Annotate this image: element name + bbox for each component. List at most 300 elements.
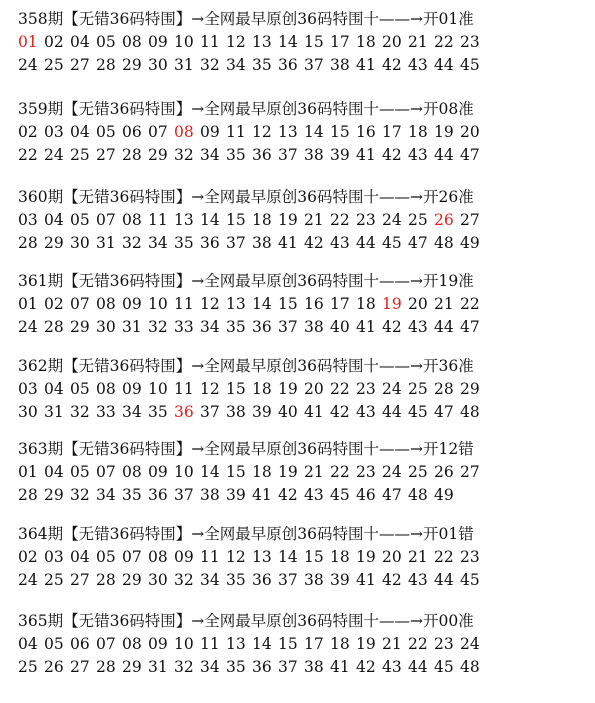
winning-number: 36 — [174, 403, 194, 421]
number-cell: 41 — [356, 56, 376, 74]
number-cell: 21 — [408, 33, 428, 51]
number-cell: 35 — [226, 318, 246, 336]
number-cell: 29 — [122, 571, 142, 589]
number-cell: 37 — [278, 318, 298, 336]
number-cell: 39 — [226, 486, 246, 504]
number-cell: 02 — [18, 123, 38, 141]
number-cell: 49 — [460, 234, 480, 252]
number-cell: 16 — [356, 123, 376, 141]
number-cell: 44 — [356, 234, 376, 252]
number-cell: 37 — [226, 234, 246, 252]
number-cell: 14 — [278, 33, 298, 51]
number-cell: 37 — [278, 658, 298, 676]
number-cell: 04 — [44, 211, 64, 229]
number-cell: 17 — [330, 33, 350, 51]
number-cell: 15 — [304, 33, 324, 51]
number-cell: 22 — [434, 33, 454, 51]
number-cell: 42 — [382, 146, 402, 164]
number-cell: 14 — [252, 295, 272, 313]
number-cell: 42 — [304, 234, 324, 252]
number-cell: 45 — [330, 486, 350, 504]
number-cell: 07 — [96, 635, 116, 653]
number-cell: 36 — [278, 56, 298, 74]
number-cell: 19 — [278, 463, 298, 481]
number-cell: 45 — [460, 56, 480, 74]
number-cell: 12 — [226, 548, 246, 566]
number-cell: 09 — [122, 380, 142, 398]
number-row — [18, 232, 486, 254]
number-cell: 15 — [226, 380, 246, 398]
number-row — [18, 316, 486, 338]
number-cell: 25 — [18, 658, 38, 676]
number-cell: 12 — [252, 123, 272, 141]
number-cell: 08 — [96, 380, 116, 398]
number-cell: 32 — [122, 234, 142, 252]
number-cell: 31 — [44, 403, 64, 421]
number-cell: 37 — [174, 486, 194, 504]
number-cell: 24 — [382, 380, 402, 398]
number-cell: 09 — [148, 635, 168, 653]
number-cell: 07 — [96, 463, 116, 481]
number-cell: 15 — [304, 548, 324, 566]
number-cell: 19 — [278, 211, 298, 229]
number-cell: 39 — [330, 571, 350, 589]
number-cell: 25 — [44, 571, 64, 589]
number-cell: 01 — [18, 463, 38, 481]
number-cell: 11 — [200, 33, 220, 51]
number-cell: 45 — [434, 658, 454, 676]
number-cell: 37 — [278, 146, 298, 164]
number-cell: 13 — [226, 635, 246, 653]
number-cell: 44 — [434, 318, 454, 336]
number-cell: 41 — [356, 318, 376, 336]
number-cell: 12 — [200, 380, 220, 398]
number-cell: 44 — [382, 403, 402, 421]
number-cell: 14 — [200, 463, 220, 481]
number-row — [18, 293, 486, 315]
number-row — [18, 633, 486, 655]
number-cell: 15 — [226, 211, 246, 229]
number-cell: 30 — [18, 403, 38, 421]
number-row — [18, 209, 486, 231]
number-cell: 28 — [18, 234, 38, 252]
number-cell: 09 — [174, 548, 194, 566]
number-cell: 25 — [44, 56, 64, 74]
number-cell: 45 — [460, 571, 480, 589]
number-cell: 08 — [148, 548, 168, 566]
number-cell: 33 — [174, 318, 194, 336]
number-cell: 07 — [122, 548, 142, 566]
number-cell: 21 — [304, 463, 324, 481]
number-cell: 26 — [44, 658, 64, 676]
number-cell: 29 — [44, 234, 64, 252]
number-cell: 48 — [460, 658, 480, 676]
number-row — [18, 401, 486, 423]
number-cell: 40 — [330, 318, 350, 336]
number-cell: 24 — [18, 318, 38, 336]
number-cell: 32 — [174, 658, 194, 676]
number-cell: 05 — [96, 123, 116, 141]
number-cell: 38 — [304, 318, 324, 336]
number-cell: 34 — [96, 486, 116, 504]
winning-number: 19 — [382, 295, 402, 313]
number-cell: 18 — [252, 380, 272, 398]
number-cell: 04 — [70, 33, 90, 51]
number-cell: 41 — [356, 571, 376, 589]
number-cell: 43 — [408, 318, 428, 336]
number-cell: 22 — [330, 211, 350, 229]
number-cell: 18 — [356, 295, 376, 313]
number-cell: 25 — [408, 380, 428, 398]
number-row — [18, 461, 486, 483]
number-cell: 07 — [148, 123, 168, 141]
number-cell: 08 — [122, 463, 142, 481]
number-cell: 02 — [18, 548, 38, 566]
number-cell: 18 — [330, 548, 350, 566]
number-cell: 41 — [330, 658, 350, 676]
issue-header: 358期【无错36码特围】→全网最早原创36码特围十——→开01准 — [18, 10, 474, 28]
number-cell: 05 — [96, 33, 116, 51]
number-cell: 07 — [70, 295, 90, 313]
number-cell: 29 — [70, 318, 90, 336]
number-cell: 28 — [96, 56, 116, 74]
number-cell: 47 — [408, 234, 428, 252]
number-cell: 04 — [44, 380, 64, 398]
number-cell: 11 — [174, 380, 194, 398]
number-cell: 13 — [226, 295, 246, 313]
number-row — [18, 378, 486, 400]
number-cell: 03 — [18, 211, 38, 229]
number-cell: 19 — [434, 123, 454, 141]
number-cell: 10 — [148, 295, 168, 313]
number-cell: 38 — [226, 403, 246, 421]
number-cell: 30 — [96, 318, 116, 336]
number-cell: 01 — [18, 295, 38, 313]
number-cell: 37 — [304, 56, 324, 74]
issue-header: 362期【无错36码特围】→全网最早原创36码特围十——→开36准 — [18, 357, 474, 375]
number-cell: 17 — [304, 635, 324, 653]
number-cell: 05 — [70, 463, 90, 481]
number-cell: 22 — [330, 463, 350, 481]
number-cell: 47 — [382, 486, 402, 504]
number-cell: 36 — [252, 318, 272, 336]
number-cell: 20 — [382, 548, 402, 566]
number-cell: 27 — [70, 56, 90, 74]
number-cell: 04 — [70, 548, 90, 566]
number-cell: 03 — [44, 548, 64, 566]
number-cell: 32 — [70, 403, 90, 421]
number-cell: 19 — [356, 548, 376, 566]
number-cell: 23 — [356, 211, 376, 229]
number-cell: 03 — [44, 123, 64, 141]
issue-header: 359期【无错36码特围】→全网最早原创36码特围十——→开08准 — [18, 100, 474, 118]
number-cell: 38 — [200, 486, 220, 504]
number-cell: 44 — [434, 146, 454, 164]
number-cell: 31 — [96, 234, 116, 252]
number-cell: 03 — [18, 380, 38, 398]
number-cell: 08 — [122, 33, 142, 51]
number-cell: 27 — [70, 571, 90, 589]
number-cell: 10 — [174, 33, 194, 51]
issue-header: 360期【无错36码特围】→全网最早原创36码特围十——→开26准 — [18, 188, 474, 206]
number-cell: 24 — [18, 56, 38, 74]
issue-header: 365期【无错36码特围】→全网最早原创36码特围十——→开00准 — [18, 612, 474, 630]
number-cell: 32 — [148, 318, 168, 336]
number-cell: 48 — [408, 486, 428, 504]
number-cell: 40 — [278, 403, 298, 421]
number-cell: 20 — [304, 380, 324, 398]
number-cell: 43 — [330, 234, 350, 252]
number-cell: 14 — [278, 548, 298, 566]
number-cell: 05 — [44, 635, 64, 653]
number-cell: 43 — [408, 56, 428, 74]
number-row — [18, 546, 486, 568]
number-row — [18, 569, 486, 591]
number-cell: 39 — [330, 146, 350, 164]
number-cell: 27 — [460, 211, 480, 229]
number-cell: 43 — [356, 403, 376, 421]
number-cell: 43 — [408, 571, 428, 589]
number-cell: 34 — [200, 571, 220, 589]
number-cell: 09 — [148, 33, 168, 51]
number-cell: 36 — [148, 486, 168, 504]
number-cell: 30 — [70, 234, 90, 252]
number-row — [18, 656, 486, 678]
number-cell: 44 — [408, 658, 428, 676]
number-cell: 49 — [434, 486, 454, 504]
number-cell: 39 — [252, 403, 272, 421]
number-cell: 44 — [434, 571, 454, 589]
number-cell: 32 — [70, 486, 90, 504]
number-cell: 42 — [382, 56, 402, 74]
number-row — [18, 121, 486, 143]
number-cell: 34 — [122, 403, 142, 421]
number-cell: 05 — [70, 380, 90, 398]
number-cell: 10 — [148, 380, 168, 398]
number-cell: 42 — [278, 486, 298, 504]
number-cell: 18 — [330, 635, 350, 653]
number-cell: 12 — [200, 295, 220, 313]
number-cell: 15 — [278, 635, 298, 653]
number-cell: 08 — [122, 211, 142, 229]
number-cell: 05 — [70, 211, 90, 229]
number-row — [18, 144, 486, 166]
number-cell: 31 — [122, 318, 142, 336]
number-cell: 10 — [174, 635, 194, 653]
number-cell: 32 — [174, 146, 194, 164]
number-cell: 29 — [148, 146, 168, 164]
winning-number: 26 — [434, 211, 454, 229]
number-row — [18, 31, 486, 53]
number-cell: 32 — [200, 56, 220, 74]
number-cell: 38 — [304, 571, 324, 589]
number-cell: 20 — [382, 33, 402, 51]
number-cell: 21 — [408, 548, 428, 566]
number-cell: 20 — [460, 123, 480, 141]
number-cell: 24 — [460, 635, 480, 653]
number-cell: 38 — [330, 56, 350, 74]
number-cell: 41 — [304, 403, 324, 421]
number-cell: 31 — [174, 56, 194, 74]
number-cell: 11 — [200, 635, 220, 653]
number-cell: 46 — [356, 486, 376, 504]
number-cell: 14 — [200, 211, 220, 229]
number-cell: 42 — [356, 658, 376, 676]
number-cell: 11 — [200, 548, 220, 566]
number-cell: 45 — [408, 403, 428, 421]
number-cell: 43 — [382, 658, 402, 676]
number-cell: 17 — [330, 295, 350, 313]
number-cell: 22 — [460, 295, 480, 313]
number-cell: 30 — [148, 571, 168, 589]
number-cell: 30 — [148, 56, 168, 74]
number-row — [18, 484, 460, 506]
number-cell: 28 — [96, 571, 116, 589]
number-cell: 36 — [200, 234, 220, 252]
number-cell: 22 — [408, 635, 428, 653]
number-cell: 29 — [122, 56, 142, 74]
number-cell: 22 — [18, 146, 38, 164]
number-cell: 14 — [252, 635, 272, 653]
number-cell: 02 — [44, 295, 64, 313]
number-cell: 15 — [226, 463, 246, 481]
number-cell: 19 — [356, 635, 376, 653]
number-cell: 32 — [174, 571, 194, 589]
number-cell: 41 — [278, 234, 298, 252]
number-cell: 42 — [382, 571, 402, 589]
number-cell: 21 — [382, 635, 402, 653]
number-cell: 38 — [304, 146, 324, 164]
number-cell: 48 — [460, 403, 480, 421]
number-cell: 17 — [382, 123, 402, 141]
number-cell: 28 — [96, 658, 116, 676]
number-cell: 44 — [434, 56, 454, 74]
number-cell: 23 — [356, 463, 376, 481]
number-row — [18, 54, 486, 76]
number-cell: 22 — [434, 548, 454, 566]
number-cell: 29 — [44, 486, 64, 504]
number-cell: 11 — [148, 211, 168, 229]
number-cell: 38 — [252, 234, 272, 252]
number-cell: 31 — [148, 658, 168, 676]
number-cell: 21 — [434, 295, 454, 313]
number-cell: 43 — [408, 146, 428, 164]
number-cell: 24 — [44, 146, 64, 164]
number-cell: 04 — [18, 635, 38, 653]
number-cell: 02 — [44, 33, 64, 51]
number-cell: 28 — [44, 318, 64, 336]
number-cell: 05 — [96, 548, 116, 566]
number-cell: 22 — [330, 380, 350, 398]
issue-header: 361期【无错36码特围】→全网最早原创36码特围十——→开19准 — [18, 272, 474, 290]
number-cell: 34 — [200, 146, 220, 164]
number-cell: 08 — [96, 295, 116, 313]
number-cell: 34 — [200, 658, 220, 676]
number-cell: 25 — [408, 463, 428, 481]
number-cell: 04 — [44, 463, 64, 481]
number-cell: 20 — [408, 295, 428, 313]
number-cell: 15 — [330, 123, 350, 141]
number-cell: 28 — [122, 146, 142, 164]
number-cell: 36 — [252, 146, 272, 164]
number-cell: 09 — [200, 123, 220, 141]
number-cell: 16 — [304, 295, 324, 313]
number-cell: 23 — [356, 380, 376, 398]
number-cell: 06 — [122, 123, 142, 141]
number-cell: 09 — [148, 463, 168, 481]
number-cell: 35 — [226, 658, 246, 676]
number-cell: 42 — [330, 403, 350, 421]
issue-header: 363期【无错36码特围】→全网最早原创36码特围十——→开12错 — [18, 440, 474, 458]
number-cell: 23 — [460, 33, 480, 51]
number-cell: 25 — [70, 146, 90, 164]
number-cell: 35 — [226, 146, 246, 164]
number-cell: 36 — [252, 571, 272, 589]
number-cell: 11 — [226, 123, 246, 141]
number-cell: 18 — [252, 211, 272, 229]
number-cell: 23 — [460, 548, 480, 566]
number-cell: 33 — [96, 403, 116, 421]
number-cell: 29 — [460, 380, 480, 398]
number-cell: 29 — [122, 658, 142, 676]
number-cell: 34 — [226, 56, 246, 74]
number-cell: 24 — [382, 211, 402, 229]
number-cell: 37 — [278, 571, 298, 589]
number-cell: 18 — [252, 463, 272, 481]
number-cell: 06 — [70, 635, 90, 653]
number-cell: 47 — [434, 403, 454, 421]
number-cell: 09 — [122, 295, 142, 313]
number-cell: 28 — [434, 380, 454, 398]
number-cell: 23 — [434, 635, 454, 653]
number-cell: 26 — [434, 463, 454, 481]
number-cell: 35 — [174, 234, 194, 252]
number-cell: 47 — [460, 318, 480, 336]
number-cell: 14 — [304, 123, 324, 141]
number-cell: 38 — [304, 658, 324, 676]
number-cell: 43 — [304, 486, 324, 504]
number-cell: 13 — [252, 33, 272, 51]
number-cell: 21 — [304, 211, 324, 229]
number-cell: 41 — [252, 486, 272, 504]
number-cell: 13 — [252, 548, 272, 566]
number-cell: 24 — [382, 463, 402, 481]
number-cell: 24 — [18, 571, 38, 589]
number-cell: 34 — [200, 318, 220, 336]
number-cell: 08 — [122, 635, 142, 653]
number-cell: 35 — [122, 486, 142, 504]
winning-number: 01 — [18, 33, 38, 51]
number-cell: 11 — [174, 295, 194, 313]
number-cell: 19 — [278, 380, 298, 398]
number-cell: 35 — [148, 403, 168, 421]
number-cell: 27 — [70, 658, 90, 676]
issue-header: 364期【无错36码特围】→全网最早原创36码特围十——→开01错 — [18, 525, 474, 543]
number-cell: 10 — [174, 463, 194, 481]
number-cell: 27 — [460, 463, 480, 481]
number-cell: 13 — [174, 211, 194, 229]
number-cell: 36 — [252, 658, 272, 676]
number-cell: 47 — [460, 146, 480, 164]
number-cell: 37 — [200, 403, 220, 421]
number-cell: 35 — [226, 571, 246, 589]
number-cell: 48 — [434, 234, 454, 252]
number-cell: 28 — [18, 486, 38, 504]
number-cell: 35 — [252, 56, 272, 74]
number-cell: 34 — [148, 234, 168, 252]
number-cell: 12 — [226, 33, 246, 51]
number-cell: 41 — [356, 146, 376, 164]
